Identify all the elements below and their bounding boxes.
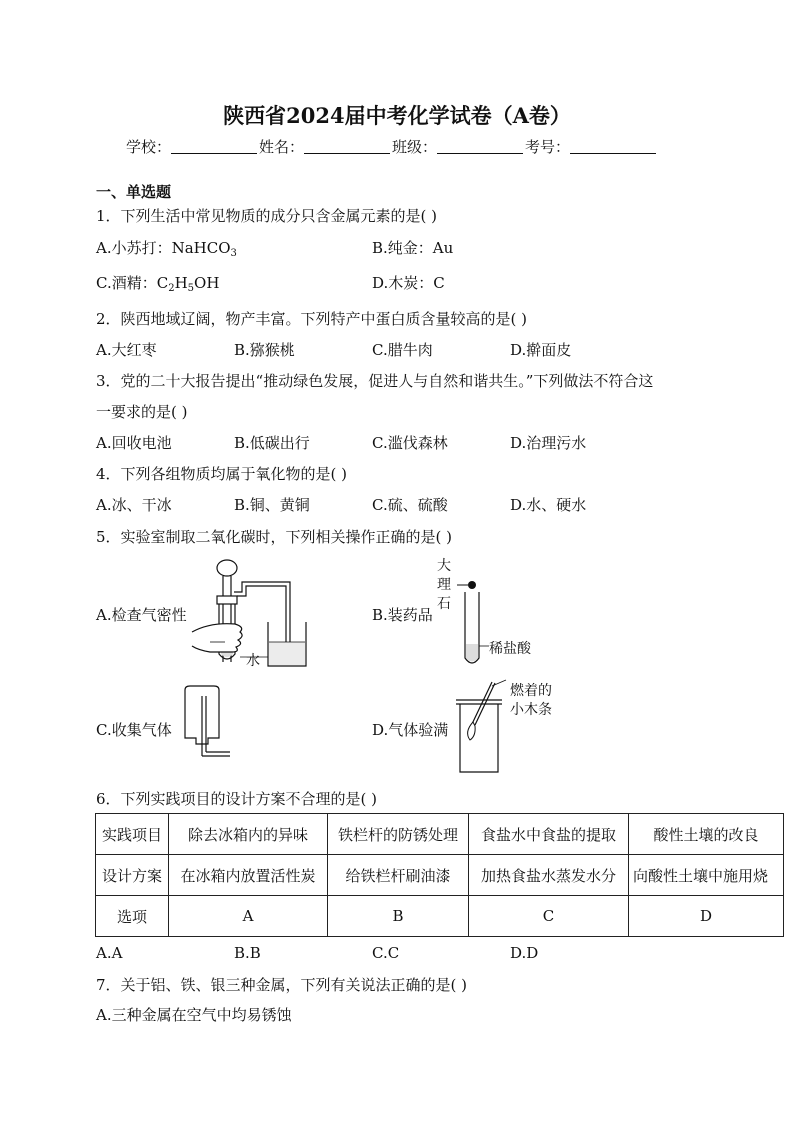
q3-option-d: D.治理污水 bbox=[510, 434, 587, 452]
q1-option-a: A.小苏打：NaHCO$_3$ bbox=[96, 239, 237, 259]
q4-option-b: B.铜、黄铜 bbox=[234, 496, 310, 514]
table-cell: 实践项目 bbox=[96, 814, 169, 855]
q7-stem: 7．关于铝、铁、银三种金属，下列有关说法正确的是( ) bbox=[96, 976, 468, 994]
number-label: 考号： bbox=[525, 138, 571, 156]
q5b-marble-label-2: 理 bbox=[437, 577, 451, 593]
q4-option-d: D.水、硬水 bbox=[510, 496, 587, 514]
q7-option-a: A.三种金属在空气中均易锈蚀 bbox=[96, 1006, 292, 1024]
q2-option-a: A.大红枣 bbox=[96, 341, 157, 359]
q5d-stick-label-2: 小木条 bbox=[510, 702, 552, 718]
exam-title: 陕西省2024届中考化学试卷（A卷） bbox=[223, 103, 571, 128]
student-info bbox=[126, 136, 658, 157]
q5-stem: 5．实验室制取二氧化碳时，下列相关操作正确的是( ) bbox=[96, 528, 453, 546]
q6-stem: 6．下列实践项目的设计方案不合理的是( ) bbox=[96, 790, 378, 808]
q6-option-d: D.D bbox=[510, 944, 539, 962]
table-cell: 设计方案 bbox=[96, 855, 169, 896]
number-blank bbox=[570, 139, 656, 154]
table-cell: D bbox=[629, 896, 784, 937]
table-cell: 选项 bbox=[96, 896, 169, 937]
name-blank bbox=[304, 139, 390, 154]
table-cell: 加热食盐水蒸发水分 bbox=[469, 855, 629, 896]
q2-stem: 2．陕西地域辽阔，物产丰富。下列特产中蛋白质含量较高的是( ) bbox=[96, 310, 528, 328]
q5d-stick-label-1: 燃着的 bbox=[510, 683, 552, 699]
table-cell: A bbox=[169, 896, 328, 937]
q5b-acid-label: 稀盐酸 bbox=[489, 641, 531, 657]
table-cell: 在冰箱内放置活性炭 bbox=[169, 855, 328, 896]
q3-option-c: C.滥伐森林 bbox=[372, 434, 448, 452]
q3-stem-line2: 一要求的是( ) bbox=[96, 403, 188, 421]
table-cell: 酸性土壤的改良 bbox=[629, 814, 784, 855]
q1-stem: 1．下列生活中常见物质的成分只含金属元素的是( ) bbox=[96, 207, 438, 225]
q5a-water-label: 水 bbox=[246, 653, 260, 669]
q5-option-d: D.气体验满 bbox=[372, 721, 449, 739]
q3-stem-line1: 3．党的二十大报告提出“推动绿色发展，促进人与自然和谐共生。”下列做法不符合这 bbox=[96, 372, 654, 390]
q4-stem: 4．下列各组物质均属于氧化物的是( ) bbox=[96, 465, 348, 483]
q6-option-b: B.B bbox=[234, 944, 261, 962]
q4-option-a: A.冰、干冰 bbox=[96, 496, 172, 514]
table-cell: 食盐水中食盐的提取 bbox=[469, 814, 629, 855]
table-row bbox=[96, 855, 784, 896]
q6-option-a: A.A bbox=[96, 944, 123, 962]
class-label: 班级： bbox=[392, 138, 438, 156]
q5c-gas-bottle-figure bbox=[180, 684, 240, 758]
school-label: 学校： bbox=[126, 138, 172, 156]
table-cell: 给铁栏杆刷油漆 bbox=[328, 855, 469, 896]
q4-option-c: C.硫、硫酸 bbox=[372, 496, 448, 514]
table-row bbox=[96, 814, 784, 855]
table-cell: C bbox=[469, 896, 629, 937]
school-blank bbox=[171, 139, 257, 154]
table-cell: 除去冰箱内的异味 bbox=[169, 814, 328, 855]
q3-option-b: B.低碳出行 bbox=[234, 434, 310, 452]
q5-option-b: B.装药品 bbox=[372, 606, 433, 624]
name-label: 姓名： bbox=[259, 138, 305, 156]
table-cell: 铁栏杆的防锈处理 bbox=[328, 814, 469, 855]
q2-option-c: C.腊牛肉 bbox=[372, 341, 433, 359]
q3-option-a: A.回收电池 bbox=[96, 434, 172, 452]
table-cell: 向酸性土壤中施用烧 bbox=[629, 855, 784, 896]
q5-option-c: C.收集气体 bbox=[96, 721, 172, 739]
q5b-marble-label-3: 石 bbox=[437, 596, 451, 612]
q2-option-d: D.擀面皮 bbox=[510, 341, 572, 359]
q5-option-a: A.检查气密性 bbox=[96, 606, 187, 624]
table-row bbox=[96, 896, 784, 937]
class-blank bbox=[437, 139, 523, 154]
q1-option-b: B.纯金：Au bbox=[372, 239, 454, 257]
q5b-marble-label-1: 大 bbox=[437, 558, 451, 574]
q5d-gas-jar-figure bbox=[450, 678, 510, 776]
q6-table bbox=[95, 813, 784, 937]
section-heading: 一、单选题 bbox=[96, 183, 172, 201]
q1-option-c: C.酒精：$C_2H_5OH$ bbox=[96, 274, 220, 294]
q1-option-d: D.木炭：C bbox=[372, 274, 445, 292]
q6-option-c: C.C bbox=[372, 944, 400, 962]
q2-option-b: B.猕猴桃 bbox=[234, 341, 295, 359]
table-cell: B bbox=[328, 896, 469, 937]
